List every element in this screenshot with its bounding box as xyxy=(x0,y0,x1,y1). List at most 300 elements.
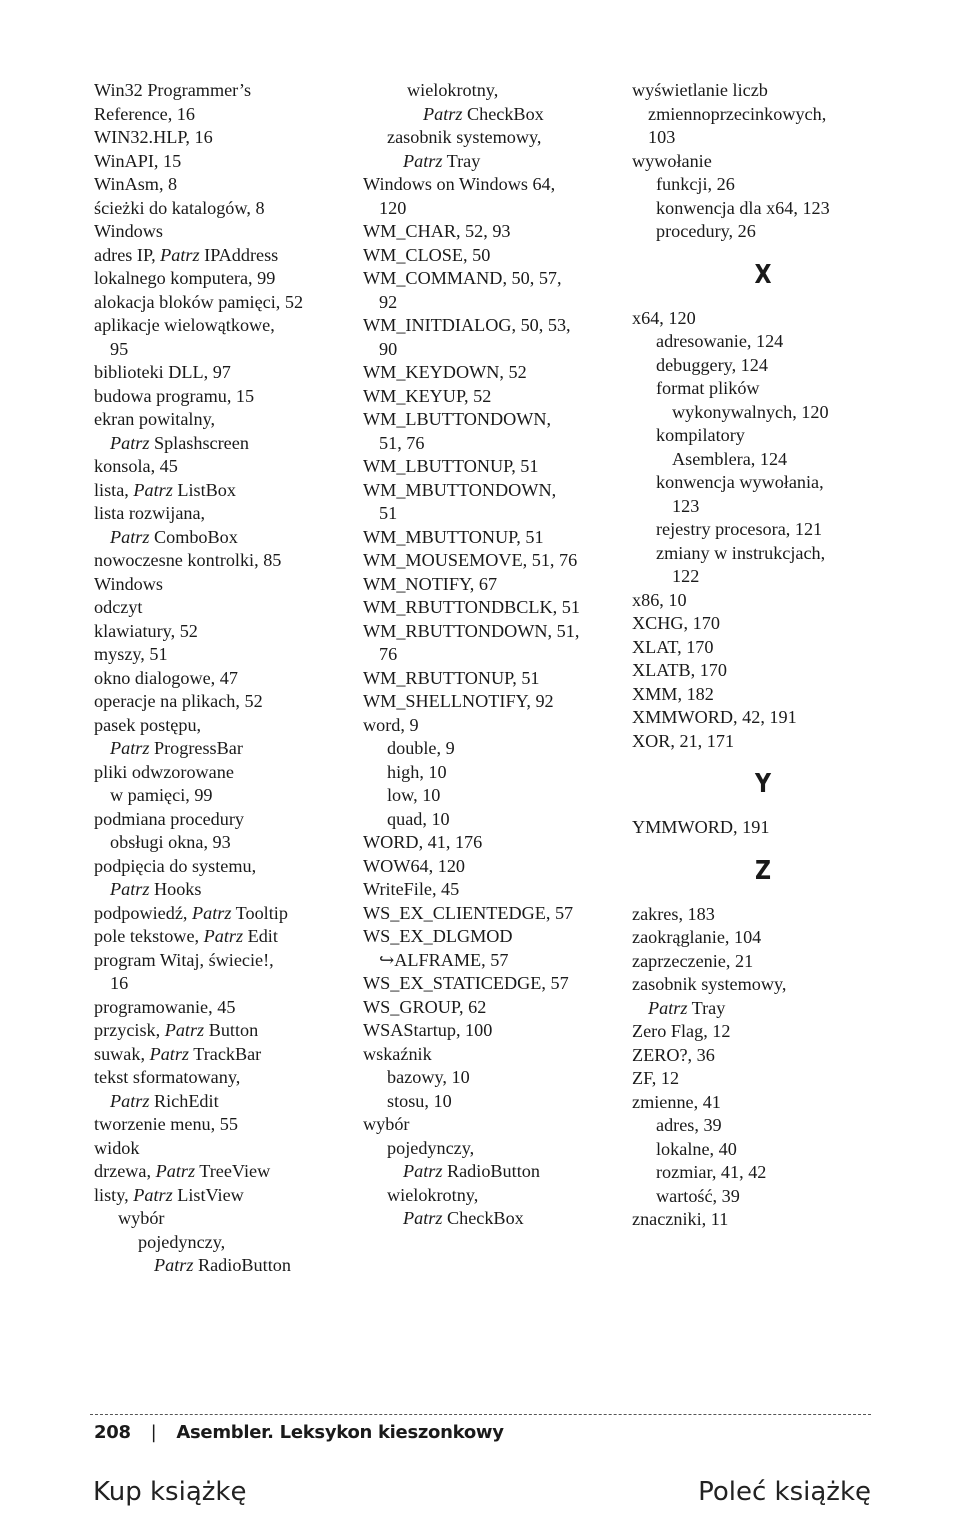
entry-text: suwak, xyxy=(94,1043,150,1064)
index-entry xyxy=(363,1019,625,1043)
entry-text: wielokrotny, xyxy=(387,1184,479,1205)
entry-text: WM_MBUTTONUP, 51 xyxy=(363,526,544,547)
entry-text: 92 xyxy=(379,291,398,312)
index-entry xyxy=(94,455,356,479)
index-entry xyxy=(363,573,625,597)
entry-text: bazowy, 10 xyxy=(387,1067,470,1087)
entry-text: funkcji, 26 xyxy=(656,174,735,194)
entry-text: pole tekstowe, xyxy=(94,926,204,946)
entry-text: quad, 10 xyxy=(387,808,450,829)
entry-text: Tooltip xyxy=(231,902,288,923)
entry-text: pojedynczy, xyxy=(138,1231,226,1252)
letter-heading: Y xyxy=(754,769,771,799)
entry-text: wskaźnik xyxy=(363,1043,432,1064)
index-entry xyxy=(632,126,894,150)
index-entry xyxy=(363,996,625,1020)
index-entry xyxy=(94,220,356,244)
entry-text: biblioteki DLL, 97 xyxy=(94,362,231,382)
entry-text: ZF, 12 xyxy=(632,1068,680,1088)
index-entry xyxy=(94,690,356,714)
entry-text: 103 xyxy=(648,127,676,147)
index-entry xyxy=(94,1160,356,1184)
index-entry xyxy=(94,949,356,973)
index-entry xyxy=(94,831,356,855)
entry-text: CheckBox xyxy=(462,103,544,124)
entry-text: ścieżki do katalogów, 8 xyxy=(94,197,265,218)
index-entry xyxy=(632,1044,894,1068)
index-entry xyxy=(632,220,894,244)
entry-text: ZERO?, 36 xyxy=(632,1044,715,1065)
index-entry xyxy=(632,589,894,613)
footer-divider xyxy=(90,1414,871,1415)
index-entry xyxy=(363,737,625,761)
index-entry xyxy=(94,573,356,597)
entry-text: kompilatory xyxy=(656,425,745,445)
see-reference: Patrz xyxy=(110,432,150,453)
entry-text: WM_NOTIFY, 67 xyxy=(363,573,498,594)
entry-text: RichEdit xyxy=(149,1090,219,1111)
see-reference: Patrz xyxy=(403,1208,443,1228)
index-entry xyxy=(94,972,356,996)
index-entry xyxy=(632,197,894,221)
entry-text: lokalne, 40 xyxy=(656,1138,737,1159)
index-entry xyxy=(632,150,894,174)
index-entry xyxy=(94,667,356,691)
index-entry xyxy=(94,526,356,550)
entry-text: Reference, 16 xyxy=(94,103,195,124)
entry-text: drzewa, xyxy=(94,1161,156,1181)
entry-text: Tray xyxy=(687,997,726,1018)
entry-text: odczyt xyxy=(94,597,143,617)
index-entry xyxy=(94,878,356,902)
entry-text: XOR, 21, 171 xyxy=(632,730,735,751)
index-entry xyxy=(363,1137,625,1161)
entry-text: TreeView xyxy=(195,1161,271,1181)
entry-text: WM_INITDIALOG, 50, 53, xyxy=(363,315,571,335)
entry-text: WORD, 41, 176 xyxy=(363,832,483,852)
index-entry xyxy=(632,307,894,331)
index-entry xyxy=(632,659,894,683)
entry-text: podmiana procedury xyxy=(94,808,244,829)
index-entry xyxy=(363,150,625,174)
entry-text: WM_RBUTTONDBCLK, 51 xyxy=(363,597,580,617)
index-entry xyxy=(632,518,894,542)
entry-text: high, 10 xyxy=(387,761,447,782)
entry-text: WM_CHAR, 52, 93 xyxy=(363,221,511,241)
entry-text: podpowiedź, xyxy=(94,902,192,923)
index-entry xyxy=(363,690,625,714)
index-entry xyxy=(94,432,356,456)
entry-text: WS_EX_CLIENTEDGE, 57 xyxy=(363,902,574,923)
recommend-book-link[interactable]: Poleć książkę xyxy=(698,1477,871,1507)
entry-text: wybór xyxy=(118,1208,165,1228)
entry-text: XLAT, 170 xyxy=(632,636,714,657)
entry-text: myszy, 51 xyxy=(94,644,168,664)
index-entry xyxy=(363,761,625,785)
index-entry xyxy=(632,424,894,448)
index-entry xyxy=(632,495,894,519)
index-entry xyxy=(363,126,625,150)
see-reference: Patrz xyxy=(149,1043,189,1064)
index-column-3 xyxy=(632,79,894,1232)
entry-text: podpięcia do systemu, xyxy=(94,855,257,876)
index-entry xyxy=(363,596,625,620)
index-entry xyxy=(632,354,894,378)
index-entry xyxy=(363,197,625,221)
entry-text: zaokrąglanie, 104 xyxy=(632,927,762,947)
entry-text: Windows xyxy=(94,221,163,241)
entry-text: double, 9 xyxy=(387,738,455,758)
entry-text: wywołanie xyxy=(632,150,712,171)
entry-text: TrackBar xyxy=(189,1043,262,1064)
index-entry xyxy=(363,855,625,879)
entry-text: WS_GROUP, 62 xyxy=(363,996,487,1017)
see-reference: Patrz xyxy=(403,1161,443,1181)
index-entry xyxy=(94,1113,356,1137)
index-entry xyxy=(94,385,356,409)
index-entry xyxy=(94,150,356,174)
index-entry xyxy=(632,542,894,566)
index-entry xyxy=(94,1137,356,1161)
index-entry xyxy=(363,831,625,855)
entry-text: debuggery, 124 xyxy=(656,354,768,375)
entry-text: WM_KEYUP, 52 xyxy=(363,385,492,406)
index-entry xyxy=(94,902,356,926)
entry-text: WM_CLOSE, 50 xyxy=(363,244,491,265)
index-entry xyxy=(363,79,625,103)
index-entry xyxy=(363,643,625,667)
entry-text: WinAsm, 8 xyxy=(94,174,178,194)
entry-text: word, 9 xyxy=(363,714,419,735)
index-entry xyxy=(363,291,625,315)
entry-text: XLATB, 170 xyxy=(632,660,727,680)
entry-text: zaprzeczenie, 21 xyxy=(632,950,754,971)
entry-text: 123 xyxy=(672,495,700,516)
index-entry xyxy=(363,1043,625,1067)
index-entry xyxy=(632,997,894,1021)
index-entry xyxy=(363,1113,625,1137)
index-entry xyxy=(94,643,356,667)
index-entry xyxy=(363,549,625,573)
entry-text: IPAddress xyxy=(199,244,279,265)
entry-text: konsola, 45 xyxy=(94,456,178,476)
index-entry xyxy=(94,1184,356,1208)
entry-text: Button xyxy=(204,1020,259,1040)
index-entry xyxy=(94,197,356,221)
index-entry xyxy=(363,103,625,127)
entry-text: 122 xyxy=(672,566,700,586)
see-reference: Patrz xyxy=(133,479,173,500)
index-entry xyxy=(94,479,356,503)
entry-text: znaczniki, 11 xyxy=(632,1209,729,1229)
index-entry xyxy=(363,385,625,409)
index-entry xyxy=(632,79,894,103)
index-entry xyxy=(94,1066,356,1090)
entry-text: WM_MBUTTONDOWN, xyxy=(363,479,557,500)
entry-text: YMMWORD, 191 xyxy=(632,817,770,837)
index-entry xyxy=(94,79,356,103)
entry-text: rozmiar, 41, 42 xyxy=(656,1162,767,1182)
index-entry xyxy=(363,949,625,973)
entry-text: Win32 Programmer’s xyxy=(94,80,252,100)
see-reference: Patrz xyxy=(203,926,244,946)
entry-text: Edit xyxy=(243,926,278,946)
entry-text: wybór xyxy=(363,1114,410,1134)
entry-text: klawiatury, 52 xyxy=(94,620,198,641)
entry-text: obsługi okna, 93 xyxy=(110,832,231,852)
index-entry xyxy=(94,1019,356,1043)
entry-text: okno dialogowe, 47 xyxy=(94,667,238,688)
entry-text: XCHG, 170 xyxy=(632,613,720,633)
see-reference: Patrz xyxy=(110,526,150,547)
index-entry xyxy=(363,455,625,479)
buy-book-link[interactable]: Kup książkę xyxy=(93,1477,247,1507)
entry-text: wyświetlanie liczb xyxy=(632,80,768,100)
index-entry xyxy=(94,855,356,879)
entry-text: 76 xyxy=(379,644,398,664)
entry-text: lista rozwijana, xyxy=(94,503,206,523)
index-entry xyxy=(632,612,894,636)
entry-text: WinAPI, 15 xyxy=(94,150,182,171)
entry-text: konwencja wywołania, xyxy=(656,472,824,492)
entry-text: pliki odwzorowane xyxy=(94,761,234,782)
entry-text: Tray xyxy=(442,150,481,171)
index-entry xyxy=(94,1254,356,1278)
index-entry xyxy=(94,620,356,644)
index-entry xyxy=(363,173,625,197)
entry-text: wartość, 39 xyxy=(656,1185,740,1206)
entry-text: WM_KEYDOWN, 52 xyxy=(363,362,527,382)
entry-text: WM_COMMAND, 50, 57, xyxy=(363,268,562,288)
entry-text: alokacja bloków pamięci, 52 xyxy=(94,291,304,312)
entry-text: aplikacje wielowątkowe, xyxy=(94,315,275,335)
index-column-2 xyxy=(363,79,625,1231)
entry-text: procedury, 26 xyxy=(656,221,756,241)
index-entry xyxy=(632,730,894,754)
index-entry xyxy=(363,526,625,550)
entry-text: listy, xyxy=(94,1184,134,1205)
index-entry xyxy=(363,667,625,691)
letter-heading: X xyxy=(754,259,772,290)
entry-text: WriteFile, 45 xyxy=(363,879,460,899)
entry-text: zmiany w instrukcjach, xyxy=(656,542,826,563)
index-entry xyxy=(363,620,625,644)
entry-text: zakres, 183 xyxy=(632,903,715,924)
entry-text: 95 xyxy=(110,338,129,359)
entry-text: programowanie, 45 xyxy=(94,996,236,1017)
index-entry xyxy=(363,408,625,432)
index-entry xyxy=(632,1114,894,1138)
entry-text: WM_RBUTTONDOWN, 51, xyxy=(363,620,580,641)
entry-text: budowa programu, 15 xyxy=(94,385,255,406)
entry-text: WM_MOUSEMOVE, 51, 76 xyxy=(363,550,578,570)
running-footer xyxy=(94,1422,504,1443)
see-reference: Patrz xyxy=(403,150,443,171)
see-reference: Patrz xyxy=(423,103,463,124)
entry-text: WS_EX_STATICEDGE, 57 xyxy=(363,973,569,993)
see-reference: Patrz xyxy=(154,1255,194,1275)
index-entry xyxy=(363,808,625,832)
index-entry xyxy=(632,330,894,354)
entry-text: rejestry procesora, 121 xyxy=(656,519,823,539)
entry-text: ListBox xyxy=(172,479,236,500)
entry-text: wykonywalnych, 120 xyxy=(672,401,829,422)
see-reference: Patrz xyxy=(133,1184,173,1205)
entry-text: XMMWORD, 42, 191 xyxy=(632,707,797,727)
index-entry xyxy=(94,714,356,738)
entry-text: tworzenie menu, 55 xyxy=(94,1114,238,1134)
index-entry xyxy=(94,737,356,761)
entry-text: 16 xyxy=(110,973,129,993)
index-entry xyxy=(632,816,894,840)
entry-text: WS_EX_DLGMOD xyxy=(363,926,513,946)
index-entry xyxy=(363,784,625,808)
entry-text: WOW64, 120 xyxy=(363,855,466,876)
index-entry xyxy=(632,1161,894,1185)
index-entry xyxy=(94,267,356,291)
entry-text: nowoczesne kontrolki, 85 xyxy=(94,550,282,570)
see-reference: Patrz xyxy=(110,879,150,899)
index-entry xyxy=(94,408,356,432)
entry-text: adres IP, xyxy=(94,244,161,265)
entry-text: w pamięci, 99 xyxy=(110,785,213,805)
entry-text: pojedynczy, xyxy=(387,1137,475,1158)
index-entry xyxy=(632,636,894,660)
entry-text: Windows on Windows 64, xyxy=(363,174,556,194)
footer-separator: | xyxy=(150,1422,157,1443)
index-entry xyxy=(632,173,894,197)
index-entry xyxy=(632,377,894,401)
index-entry xyxy=(363,925,625,949)
index-entry xyxy=(632,565,894,589)
index-entry xyxy=(94,126,356,150)
index-entry xyxy=(363,220,625,244)
see-reference: Patrz xyxy=(110,738,150,758)
index-entry xyxy=(363,1207,625,1231)
index-entry xyxy=(94,784,356,808)
entry-text: Splashscreen xyxy=(149,432,249,453)
page-number: 208 xyxy=(94,1422,131,1443)
entry-text: ↪ALFRAME, 57 xyxy=(379,949,509,970)
entry-text: x64, 120 xyxy=(632,307,696,328)
index-entry xyxy=(94,103,356,127)
index-entry xyxy=(632,401,894,425)
entry-text: WIN32.HLP, 16 xyxy=(94,127,213,147)
index-entry xyxy=(94,761,356,785)
index-entry xyxy=(94,1231,356,1255)
index-entry xyxy=(632,448,894,472)
index-entry xyxy=(363,1184,625,1208)
entry-text: stosu, 10 xyxy=(387,1090,452,1111)
entry-text: Asemblera, 124 xyxy=(672,448,788,469)
entry-text: RadioButton xyxy=(442,1161,540,1181)
index-entry xyxy=(94,925,356,949)
index-entry xyxy=(94,244,356,268)
index-entry xyxy=(94,502,356,526)
index-entry xyxy=(632,1138,894,1162)
entry-text: program Witaj, świecie!, xyxy=(94,949,274,970)
index-entry xyxy=(363,244,625,268)
entry-text: 51, 76 xyxy=(379,432,425,453)
entry-text: ekran powitalny, xyxy=(94,409,216,429)
entry-text: lokalnego komputera, 99 xyxy=(94,268,276,288)
index-entry xyxy=(363,314,625,338)
index-entry xyxy=(632,1020,894,1044)
entry-text: przycisk, xyxy=(94,1020,165,1040)
index-entry xyxy=(632,1091,894,1115)
entry-text: pasek postępu, xyxy=(94,714,202,735)
index-entry xyxy=(632,973,894,997)
index-entry xyxy=(94,808,356,832)
see-reference: Patrz xyxy=(160,244,200,265)
index-entry xyxy=(94,173,356,197)
index-entry xyxy=(363,338,625,362)
index-entry xyxy=(363,714,625,738)
entry-text: XMM, 182 xyxy=(632,683,714,704)
entry-text: zasobnik systemowy, xyxy=(632,974,787,994)
see-reference: Patrz xyxy=(164,1020,205,1040)
entry-text: tekst sformatowany, xyxy=(94,1067,241,1087)
entry-text: Windows xyxy=(94,573,163,594)
entry-text: low, 10 xyxy=(387,785,441,805)
entry-text: adresowanie, 124 xyxy=(656,331,784,351)
index-entry xyxy=(94,996,356,1020)
entry-text: wielokrotny, xyxy=(407,80,499,100)
see-reference: Patrz xyxy=(155,1161,196,1181)
entry-text: ComboBox xyxy=(149,526,238,547)
index-entry xyxy=(363,972,625,996)
entry-text: operacje na plikach, 52 xyxy=(94,691,263,711)
index-entry xyxy=(632,950,894,974)
index-column-1 xyxy=(94,79,356,1278)
index-entry xyxy=(363,1066,625,1090)
index-entry xyxy=(94,291,356,315)
index-entry xyxy=(632,1208,894,1232)
index-entry xyxy=(632,926,894,950)
entry-text: WSAStartup, 100 xyxy=(363,1020,493,1040)
entry-text: 120 xyxy=(379,197,407,218)
entry-text: lista, xyxy=(94,479,134,500)
see-reference: Patrz xyxy=(648,997,688,1018)
index-entry xyxy=(632,103,894,127)
entry-text: CheckBox xyxy=(442,1208,524,1228)
entry-text: zmiennoprzecinkowych, xyxy=(648,103,827,124)
index-entry xyxy=(94,596,356,620)
index-entry xyxy=(363,479,625,503)
index-entry xyxy=(363,1160,625,1184)
see-reference: Patrz xyxy=(110,1090,150,1111)
index-entry xyxy=(363,361,625,385)
index-entry xyxy=(632,683,894,707)
entry-text: WM_SHELLNOTIFY, 92 xyxy=(363,691,554,711)
entry-text: RadioButton xyxy=(193,1255,291,1275)
index-entry xyxy=(363,502,625,526)
entry-text: x86, 10 xyxy=(632,589,687,610)
book-title: Asembler. Leksykon kieszonkowy xyxy=(176,1422,504,1443)
letter-heading: Z xyxy=(754,855,772,886)
index-entry xyxy=(632,903,894,927)
index-entry xyxy=(94,314,356,338)
index-entry xyxy=(94,1043,356,1067)
index-entry xyxy=(632,706,894,730)
index-entry xyxy=(632,1067,894,1091)
index-entry xyxy=(632,471,894,495)
see-reference: Patrz xyxy=(192,902,232,923)
index-entry xyxy=(363,267,625,291)
entry-text: ProgressBar xyxy=(149,738,243,758)
entry-text: zmienne, 41 xyxy=(632,1091,721,1112)
entry-text: Zero Flag, 12 xyxy=(632,1021,731,1041)
